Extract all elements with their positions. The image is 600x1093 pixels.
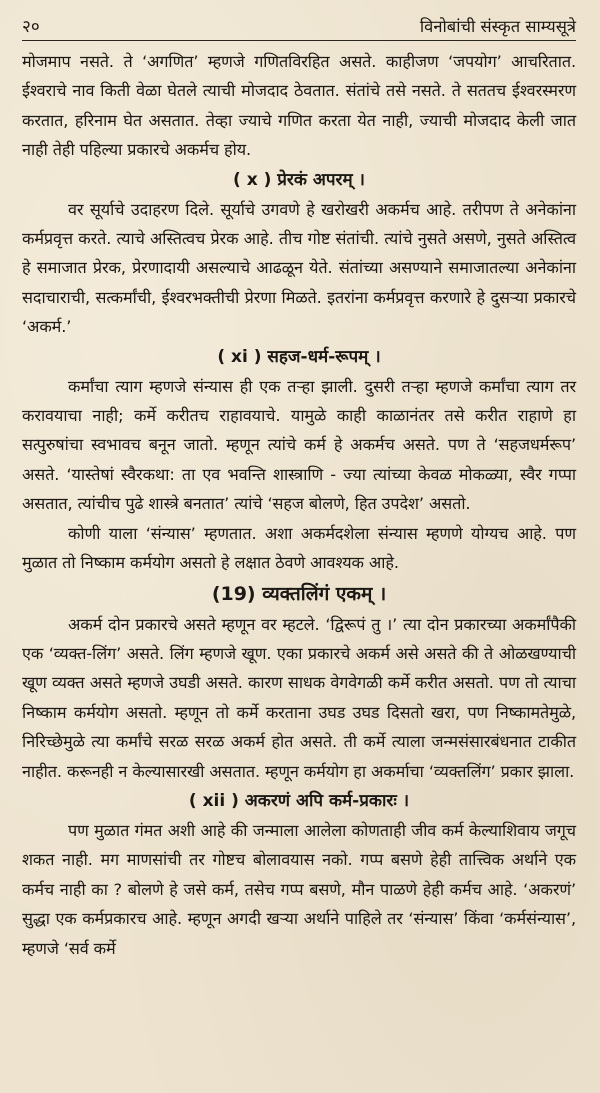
page-number: २० — [22, 17, 40, 37]
running-header — [22, 6, 576, 41]
paragraph-agnit: मोजमाप नसते. ते ‘अगणित’ म्हणजे गणितविरहित असते. काहीजण ‘जपयोग’ आचरितात. ईश्वराचे नाव किती वेळा घेतले त्याची मोजदाद ठेवतात. संतांचे तसे नसते. ते सततच ईश्वरस्मरण करतात, हरिनाम घेत असतात. तेव्हा ज्याचे गणित करता येत नाही, ज्याची मोजदाद केली जात नाही तेही पहिल्या प्रकारचे अकर्मच होय. — [22, 52, 576, 160]
paragraph-prerak: वर सूर्याचे उदाहरण दिले. सूर्याचे उगवणे हे खरोखरी अकर्मच आहे. तरीपण ते अनेकांना कर्मप्रवृत्त करते. त्याचे अस्तित्वच प्रेरक आहे. तीच गोष्ट संतांची. त्यांचे नुसते असणे, नुसते अस्तित्व हे समाजात प्रेरक, प्रेरणादायी असल्याचे आढळून येते. संतांच्या असण्याने समाजातल्या अनेकांना सदाचाराची, सत्कर्मांची, ईश्वरभक्तीची प्रेरणा मिळते. इतरांना कर्मप्रवृत्त करणारे हे दुसऱ्या प्रकारचे ‘अकर्म.’ — [22, 199, 576, 337]
section-heading-x: ( x ) प्रेरकं अपरम् । — [233, 169, 365, 190]
paragraph-akaranam: पण मुळात गंमत अशी आहे की जन्माला आलेला कोणताही जीव कर्म केल्याशिवाय जगूच शकत नाही. मग माणसांची तर गोष्टच बोलावयास नको. गप्प बसणे हेही तात्त्विक अर्थाने एक कर्मच नाही का ? बोलणे हे जसे कर्म, तसेच गप्प बसणे, मौन पाळणे हेही कर्मच आहे. ‘अकरणं’ सुद्धा एक कर्मप्रकारच आहे. म्हणून अगदी खऱ्या अर्थाने पाहिले तर ‘संन्यास’ किंवा ‘कर्मसंन्यास’, म्हणजे ‘सर्व कर्मे — [22, 820, 576, 958]
paragraph-sannyas: कोणी याला ‘संन्यास’ म्हणतात. अशा अकर्मदशेला संन्यास म्हणणे योग्यच आहे. पण मुळात तो निष्काम कर्मयोग असतो हे लक्षात ठेवणे आवश्यक आहे. — [22, 523, 576, 573]
section-heading-19: (19) व्यक्तलिंगं एकम् । — [211, 582, 387, 605]
book-title: विनोबांची संस्कृत साम्यसूत्रे — [419, 17, 576, 36]
section-heading-xi: ( xi ) सहज-धर्म-रूपम् । — [217, 346, 381, 367]
paragraph-vyakta-linga: अकर्म दोन प्रकारचे असते म्हणून वर म्हटले. ‘द्विरूपं तु ।’ त्या दोन प्रकारच्या अकर्मांपैकी एक ‘व्यक्त-लिंग’ असते. लिंग म्हणजे खूण. एका प्रकारचे अकर्म असे असते की ते ओळखण्याची खूण व्यक्त असते म्हणजे उघडी असते. कारण साधक वेगवेगळी कर्मे करीत असतो. पण तो त्याचा निष्काम कर्मयोग असतो. म्हणून तो कर्मे करताना उघड उघड दिसतो खरा, पण निष्कामतेमुळे, निरिच्छेमुळे त्या कर्मांचे सरळ सरळ अकर्म होत असते. ती कर्मे त्याला जन्मसंसारबंधनात टाकीत नाहीत. करूनही न केल्यासारखी असतात. म्हणून कर्मयोग हा अकर्माचा ‘व्यक्तलिंग’ प्रकार झाला. — [22, 614, 576, 781]
section-heading-xii: ( xii ) अकरणं अपि कर्म-प्रकारः । — [188, 790, 410, 811]
body-text — [22, 47, 576, 963]
paragraph-sahaj-dharma: कर्मांचा त्याग म्हणजे संन्यास ही एक तऱ्हा झाली. दुसरी तऱ्हा म्हणजे कर्मांचा त्याग तर करावयाचा नाही; कर्मे करीतच राहावयाचे. यामुळे काही काळानंतर तसे करीत राहाणे हा सत्पुरुषांचा स्वभावच बनून जातो. म्हणून त्यांचे कर्म हे अकर्मच असते. पण ते ‘सहजधर्मरूप’ असते. ‘यास्तेषां स्वैरकथा: ता एव भवन्ति शास्त्राणि - ज्या त्यांच्या केवळ मोकळ्या, स्वैर गप्पा असतात, त्यांचीच पुढे शास्त्रे बनतात’ त्यांचे ‘सहज बोलणे, हित उपदेश’ असतो. — [22, 376, 576, 514]
